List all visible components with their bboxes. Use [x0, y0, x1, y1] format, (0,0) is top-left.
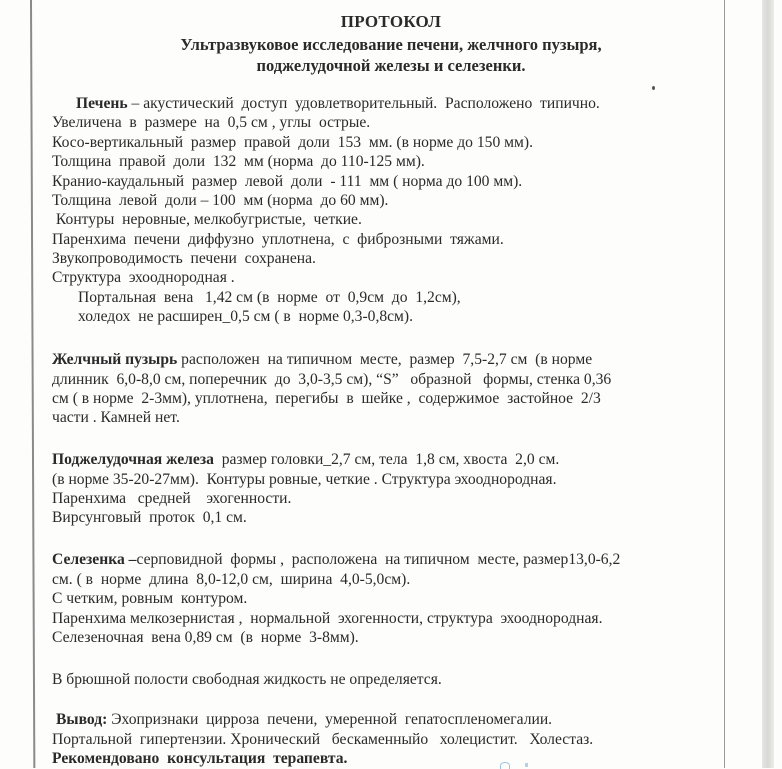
- liver-line-1: Печень – акустический доступ удовлетворительный. Расположено типично.: [76, 95, 600, 112]
- ink-speck: [652, 86, 655, 90]
- spleen-line-4: Паренхима мелкозернистая , нормальной эхогенности, структура эхооднородная.: [52, 610, 603, 627]
- spleen-line-5: Селезеночная вена 0,89 см (в норме 3-8мм).: [52, 629, 359, 646]
- gallbladder-heading: Желчный пузырь: [52, 351, 178, 368]
- document-title: ПРОТОКОЛ: [340, 12, 442, 31]
- spleen-line-1: Селезенка –серповидной формы , расположена на типичном месте, размер13,0-6,2: [52, 551, 621, 568]
- blue-stamp-fragment: [525, 763, 528, 767]
- spleen-line-3: С четким, ровным контуром.: [52, 590, 248, 607]
- liver-line-4: Толщина правой доли 132 мм (норма до 110-125 мм).: [52, 153, 425, 170]
- liver-line-10: Структура эхооднородная .: [52, 269, 235, 286]
- pancreas-line-4: Вирсунговый проток 0,1 см.: [52, 509, 247, 526]
- conclusion-line-2: Портальной гипертензии. Хронический бескаменныйо холецистит. Холестаз.: [52, 731, 594, 748]
- liver-line-5: Кранио-каудальный размер левой доли - 111 мм ( норма до 100 мм).: [52, 173, 523, 190]
- liver-line-7: Контуры неровные, мелкобугристые, четкие.: [52, 211, 362, 228]
- liver-heading: Печень: [76, 95, 128, 112]
- page-border-right: [724, 0, 725, 768]
- gallbladder-line-1: Желчный пузырь расположен на типичном месте, размер 7,5-2,7 см (в норме: [52, 351, 593, 368]
- pancreas-line-3: Паренхима средней эхогенности.: [52, 490, 292, 507]
- pancreas-line-1: Поджелудочная железа размер головки_2,7 см, тела 1,8 см, хвоста 2,0 см.: [52, 451, 560, 468]
- liver-line-3: Косо-вертикальный размер правой доли 153 мм. (в норме до 150 мм).: [52, 134, 533, 151]
- document-subtitle-line-1: Ультразвуковое исследование печени, желчного пузыря,: [180, 35, 602, 54]
- document-subtitle-line-2: поджелудочной железы и селезенки.: [256, 56, 526, 75]
- page-border-left: [30, 0, 35, 768]
- liver-line-11: Портальная вена 1,42 см (в норме от 0,9см до 1,2см),: [78, 289, 461, 306]
- liver-line-8: Паренхима печени диффузно уплотнена, с фиброзными тяжами.: [52, 231, 504, 248]
- spleen-heading: Селезенка –: [52, 551, 137, 568]
- liver-line-2: Увеличена в размере на 0,5 см , углы острые.: [52, 114, 371, 131]
- gallbladder-line-4: части . Камней нет.: [52, 409, 180, 426]
- recommendation: Рекомендовано консультация терапевта.: [52, 750, 348, 767]
- pancreas-heading: Поджелудочная железа: [52, 451, 214, 468]
- abdomen-finding: В брюшной полости свободная жидкость не определяется.: [52, 671, 442, 688]
- liver-line-9: Звукопроводимость печени сохранена.: [52, 250, 316, 267]
- liver-line-6: Толщина левой доли – 100 мм (норма до 60 мм).: [52, 192, 389, 209]
- liver-line-12: холедох не расширен_0,5 см ( в норме 0,3-0,8см).: [78, 308, 414, 325]
- pancreas-line-2: (в норме 35-20-27мм). Контуры ровные, четкие . Структура эхооднородная.: [52, 471, 557, 488]
- scan-shadow-edge: [762, 0, 774, 768]
- gallbladder-line-2: длинник 6,0-8,0 см, поперечник до 3,0-3,5 см), “S” образной формы, стенка 0,36: [52, 371, 612, 388]
- gallbladder-line-3: см ( в норме 2-3мм), уплотнена, перегибы в шейке , содержимое застойное 2/3: [52, 390, 601, 407]
- conclusion-heading: Вывод:: [56, 711, 108, 728]
- spleen-line-2: см. ( в норме длина 8,0-12,0 см, ширина 4,0-5,0см).: [52, 571, 411, 588]
- conclusion-line-1: Вывод: Эхопризнаки цирроза печени, умеренной гепатоспленомегалии.: [56, 711, 553, 728]
